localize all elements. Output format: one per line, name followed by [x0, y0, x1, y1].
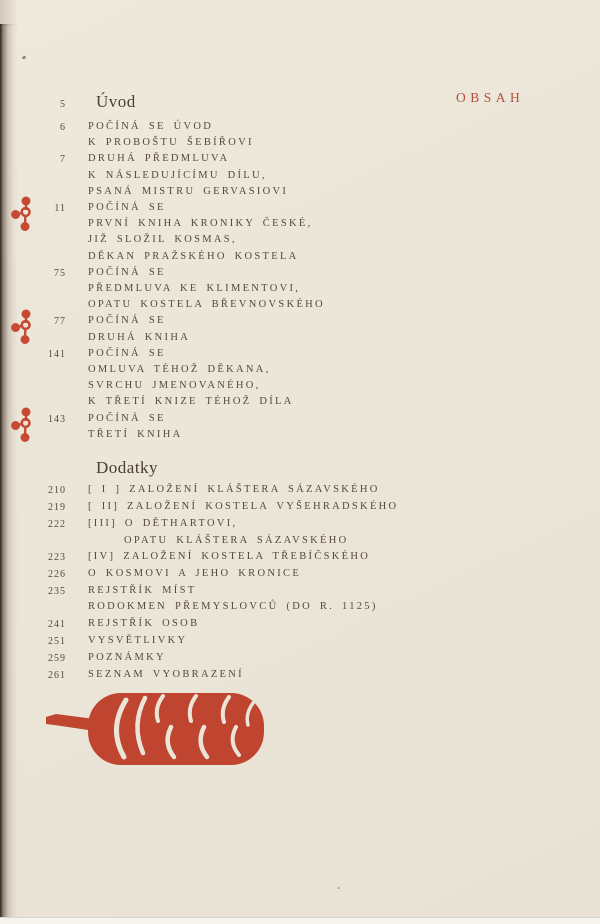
entry-page-number: 259 — [48, 653, 66, 665]
toc-entry — [20, 313, 560, 345]
entry-line: SEZNAM VYOBRAZENÍ — [88, 669, 244, 681]
margin-ornament-icon — [10, 308, 38, 346]
entry-lines — [88, 482, 380, 499]
toc-entry — [20, 633, 560, 650]
entry-line: POČÍNÁ SE — [88, 412, 166, 424]
entry-line: POČÍNÁ SE — [88, 315, 166, 327]
section-heading — [20, 456, 560, 480]
toc-entry — [20, 346, 560, 411]
toc-entry — [20, 566, 560, 583]
entry-lines — [88, 200, 313, 265]
entry-page-number: 6 — [60, 122, 66, 133]
entry-line: OPATU KLÁŠTERA SÁZAVSKÉHO — [124, 534, 349, 546]
entry-page-number: 143 — [48, 413, 66, 425]
entry-page-number: 222 — [48, 519, 66, 531]
entry-lines — [88, 119, 254, 151]
page-edge-shade — [0, 0, 18, 26]
entry-line: POČÍNÁ SE — [88, 202, 166, 214]
entry-lines — [88, 633, 187, 650]
entry-line: K PROBOŠTU ŠEBÍŘOVI — [88, 137, 254, 149]
entry-page-number: 11 — [54, 203, 66, 215]
entry-page-number: 210 — [48, 485, 66, 497]
toc-section — [20, 456, 560, 684]
entry-lines — [88, 411, 183, 443]
entry-page-number: 141 — [48, 348, 66, 360]
entry-page-number: 226 — [48, 569, 66, 581]
entry-page-number: 223 — [48, 551, 66, 563]
toc-entry — [20, 583, 560, 615]
entry-line: [ I ] ZALOŽENÍ KLÁŠTERA SÁZAVSKÉHO — [88, 484, 380, 496]
entry-lines — [88, 616, 199, 633]
scroll-woodcut-illustration — [46, 691, 267, 770]
entry-page-number: 75 — [54, 267, 66, 279]
page-left-edge-shadow — [0, 24, 18, 919]
entry-line: O KOSMOVI A JEHO KRONICE — [88, 568, 302, 580]
entry-line: REJSTŘÍK MÍST — [88, 585, 197, 597]
entry-lines — [88, 549, 370, 566]
entry-line: JIŽ SLOŽIL KOSMAS, — [88, 234, 237, 246]
entry-line: PRVNÍ KNIHA KRONIKY ČESKÉ, — [88, 218, 313, 230]
entry-line: OPATU KOSTELA BŘEVNOVSKÉHO — [88, 299, 325, 311]
entry-page-number: 261 — [48, 670, 66, 682]
entry-page-number: 241 — [48, 618, 66, 630]
entry-lines — [88, 346, 294, 411]
entry-line: POČÍNÁ SE ÚVOD — [88, 121, 214, 132]
entry-page-number: 251 — [48, 635, 66, 647]
entry-line: PŘEDMLUVA KE KLIMENTOVI, — [88, 283, 301, 295]
paper-speck — [22, 55, 27, 60]
entry-line: DRUHÁ KNIHA — [88, 331, 191, 343]
entry-page-number: 219 — [48, 502, 66, 514]
entry-line: [III] O DĚTHARTOVI, — [88, 518, 238, 530]
entry-line: DĚKAN PRAŽSKÉHO KOSTELA — [88, 250, 299, 262]
entry-line: VYSVĚTLIVKY — [88, 634, 188, 646]
entry-line: [IV] ZALOŽENÍ KOSTELA TŘEBÍČSKÉHO — [88, 550, 371, 562]
entry-lines — [88, 265, 325, 314]
entry-lines — [88, 151, 288, 200]
toc-entry — [20, 200, 560, 265]
toc-entry — [20, 151, 560, 200]
paper-speck — [337, 887, 340, 889]
section-heading-label: Dodatky — [96, 458, 159, 478]
section-heading — [20, 90, 560, 114]
entry-line: REJSTŘÍK OSOB — [88, 617, 200, 629]
entry-page-number: 7 — [60, 154, 66, 166]
entry-lines — [88, 313, 190, 345]
toc-entry — [20, 499, 560, 516]
entry-line: K NÁSLEDUJÍCÍMU DÍLU, — [88, 169, 267, 181]
toc-entry — [20, 482, 560, 499]
entry-lines — [88, 516, 349, 548]
entry-lines — [88, 650, 166, 667]
entry-lines — [88, 499, 398, 516]
entry-line: OMLUVA TÉHOŽ DĚKANA, — [88, 364, 271, 376]
section-page-number: 5 — [60, 99, 66, 110]
toc-entry — [20, 650, 560, 667]
entry-line: TŘETÍ KNIHA — [88, 428, 183, 440]
entry-lines — [88, 566, 301, 583]
entry-lines — [88, 583, 378, 615]
entry-page-number: 235 — [48, 586, 66, 598]
entry-line: SVRCHU JMENOVANÉHO, — [88, 380, 261, 392]
section-heading-label: Úvod — [96, 92, 136, 111]
entry-line: [ II] ZALOŽENÍ KOSTELA VYŠEHRADSKÉHO — [88, 501, 399, 513]
entry-line: POČÍNÁ SE — [88, 347, 166, 359]
entry-line: POZNÁMKY — [88, 652, 166, 664]
table-of-contents — [20, 90, 560, 685]
entry-lines — [88, 667, 244, 684]
toc-section — [20, 90, 560, 443]
entry-line: RODOKMEN PŘEMYSLOVCŮ (DO R. 1125) — [88, 601, 378, 613]
page-title: OBSAH — [456, 90, 525, 105]
section-entries — [20, 480, 560, 684]
entry-line: K TŘETÍ KNIZE TÉHOŽ DÍLA — [88, 396, 294, 408]
toc-entry — [20, 119, 560, 151]
entry-line: POČÍNÁ SE — [88, 266, 166, 278]
toc-entry — [20, 616, 560, 633]
toc-entry — [20, 516, 560, 548]
section-entries — [20, 114, 560, 443]
margin-ornament-icon — [10, 406, 38, 444]
toc-entry — [20, 667, 560, 684]
entry-page-number: 77 — [54, 316, 66, 328]
toc-entry — [20, 265, 560, 314]
entry-line: DRUHÁ PŘEDMLUVA — [88, 153, 230, 165]
entry-line: PSANÁ MISTRU GERVASIOVI — [88, 185, 289, 197]
page-bottom-edge — [0, 917, 600, 924]
toc-entry — [20, 549, 560, 566]
toc-entry — [20, 411, 560, 443]
margin-ornament-icon — [10, 195, 38, 233]
